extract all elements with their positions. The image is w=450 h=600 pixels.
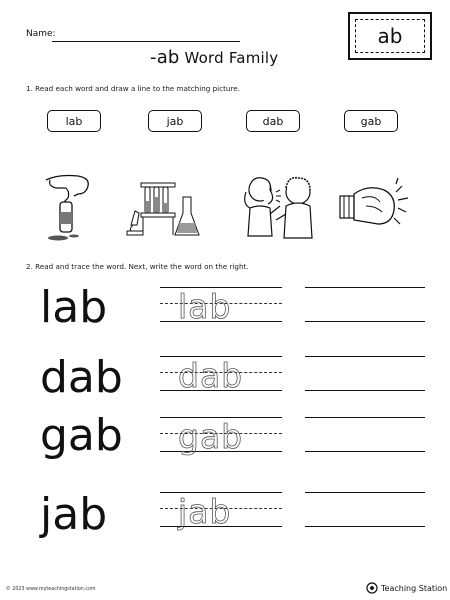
word-dab: dab	[40, 352, 123, 403]
section2-instruction: 2. Read and trace the word. Next, write the word on the right.	[26, 262, 249, 271]
word-box-lab[interactable]: lab	[47, 110, 101, 132]
word-jab: jab	[40, 489, 108, 540]
name-label: Name:	[26, 29, 56, 39]
word-gab: gab	[40, 410, 123, 461]
brand-name: Teaching Station	[381, 583, 448, 593]
trace-area-dab[interactable]	[160, 356, 282, 396]
picture-jab[interactable]	[338, 176, 410, 242]
section1-instruction: 1. Read each word and draw a line to the matching picture.	[26, 84, 240, 93]
brand-logo	[366, 582, 447, 594]
word-lab: lab	[40, 282, 108, 333]
lab-equipment-icon	[125, 175, 205, 245]
title-rest: Word Family	[179, 49, 279, 67]
word-family-badge: ab	[355, 19, 425, 53]
title-prefix: -ab	[150, 47, 180, 68]
trace-text-jab: jab	[178, 492, 232, 531]
picture-lab[interactable]	[125, 175, 205, 249]
name-write-line[interactable]	[52, 41, 240, 42]
trace-text-dab: dab	[178, 356, 244, 395]
boxing-glove-icon	[338, 176, 410, 238]
children-talking-icon	[232, 170, 324, 244]
trace-area-jab[interactable]	[160, 492, 282, 532]
write-area-jab[interactable]	[305, 492, 425, 532]
trace-area-gab[interactable]	[160, 417, 282, 457]
hand-dabbing-icon	[38, 172, 98, 252]
word-box-jab[interactable]: jab	[148, 110, 202, 132]
page-title	[150, 47, 278, 68]
copyright-text: © 2023 www.myteachingstation.com	[6, 587, 96, 592]
picture-dab[interactable]	[38, 172, 98, 256]
trace-text-gab: gab	[178, 417, 244, 456]
trace-text-lab: lab	[178, 287, 232, 326]
word-box-dab[interactable]: dab	[246, 110, 300, 132]
write-area-gab[interactable]	[305, 417, 425, 457]
word-box-gab[interactable]: gab	[344, 110, 398, 132]
picture-gab[interactable]	[232, 170, 324, 248]
write-area-lab[interactable]	[305, 287, 425, 327]
write-area-dab[interactable]	[305, 356, 425, 396]
teaching-station-logo-icon	[366, 582, 378, 594]
trace-area-lab[interactable]	[160, 287, 282, 327]
